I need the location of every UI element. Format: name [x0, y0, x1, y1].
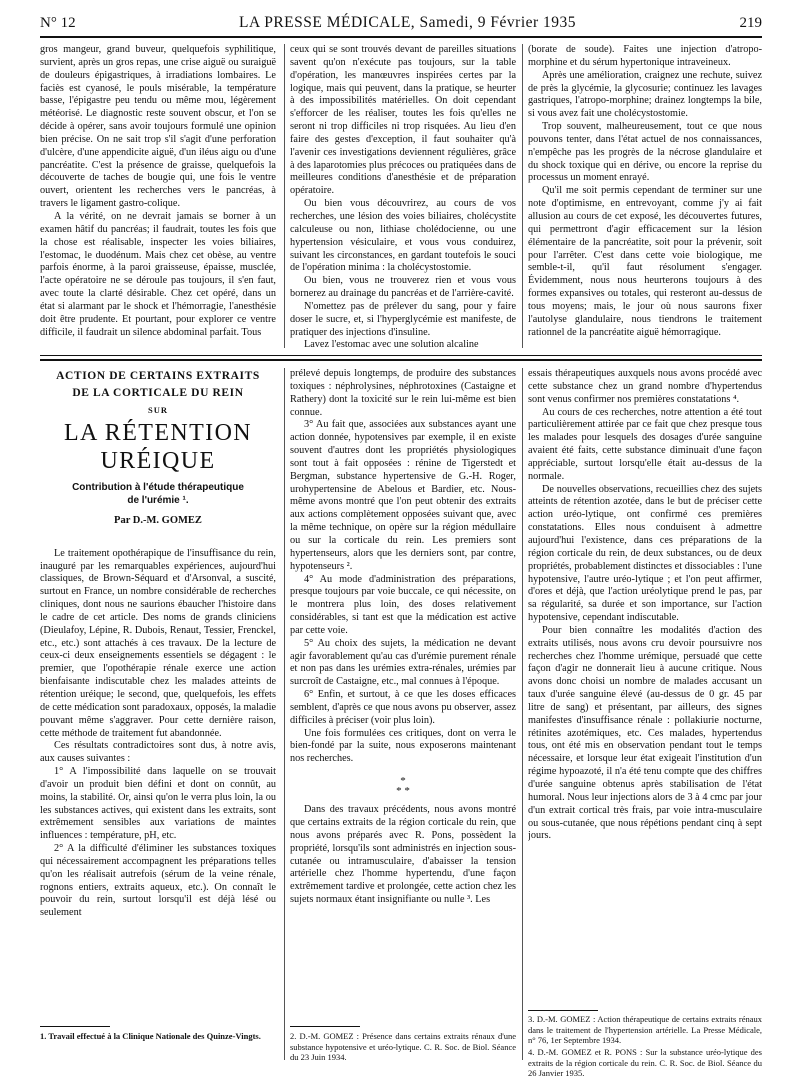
top-column-1	[40, 44, 276, 348]
column-rule	[522, 368, 523, 1060]
paragraph: A la vérité, on ne devrait jamais se borner à un examen hâtif du pancréas; il faudrait, toutes les fois que la chose est réalisable, inspecter les voies biliaires, l'estomac, le duodénum. Mais chez cet obèse, au ventre parfois énorme, à la paroi graisseuse, épaisse, musclée, l'acte opératoire ne se déroule pas toujours, il s'en faut, avec toute la clarté désirable. Chez cet opéré, dans un état si alarmant par le shock et l'hémorragie, l'anesthésie doit être prudente. Et pourtant, pour explorer ce ventre difficile, il faudrait un silence abdominal parfait. Tous	[40, 210, 276, 338]
top-column-2	[290, 44, 516, 348]
asterism-top: *	[400, 775, 406, 788]
column-rule	[522, 44, 523, 348]
article-subtitle: de l'urémie ¹.	[127, 494, 189, 506]
column-rule	[284, 44, 285, 348]
paragraph: essais thérapeutiques auxquels nous avons procédé avec cette substance chez un grand nombre d'hypertendus sont venus confirmer nos premières constatations ⁴.	[528, 368, 762, 405]
article-kicker-sur: SUR	[147, 405, 168, 415]
paragraph: 3° Au fait que, associées aux substances ayant une action donnée, hypotensives par exemple, il en existe souvent d'autres dont les propriétés physiologiques sont tout à fait opposées : rénine de Tigerstedt et Bergman, substance hypertensive de G.-H. Roger, urohypertensine de Abelous et Bardier, etc. Nous-même avons montré que l'on peut obtenir des extraits aux actions complètement opposées suivant que, avec la même technique, on opère sur la région médullaire ou sur la corticale du rein. Les premiers sont hypertenseurs, alors que les derniers sont, par contre, hypotenseurs ².	[290, 419, 516, 572]
paragraph: Dans des travaux précédents, nous avons montré que certains extraits de la région corticale du rein, que nous avons préparés avec R. Pons, possèdent la propriété, lorsqu'ils sont administrés en injection sous-cutanée ou intramusculaire, d'abaisser la tension artérielle chez l'homme hypertendu, d'une façon extrêmement tardive et prolongée, cette action chez les sujets normaux étant insignifiante ou nulle ³. Les	[290, 804, 516, 906]
paragraph: Ou bien vous découvrirez, au cours de vos recherches, une lésion des voies biliaires, cholécystite calculeuse ou non, lithiase cholédocienne, ou une hypertension vésiculaire, et vous vous conduirez, suivant les circonstances, en gardant toutefois le souci de l'opération minima : la cholécystostomie.	[290, 198, 516, 274]
paragraph: Le traitement opothérapique de l'insuffisance du rein, inauguré par les remarquables expériences, aujourd'hui classiques, de Brown-Séquard et d'Arsonval, a suscité, surtout en France, un nombre considérable de recherches cliniques, dont nous ne saurions ébaucher l'histoire dans le cadre de cet article. Des noms de grands cliniciens (Dieulafoy, Lépine, R. Dubois, Renaut, Tessier, Frenckel, etc., etc.) sont attachés à ces travaux. De la lecture de ceux-ci deux enseignements essentiels se dégagent : le premier, que l'opothérapie rénale exerce une action bienfaisante indiscutable chez les malades atteints de rétention uréique; le second, que, quelquefois, les effets de cette médication sont paradoxaux, opposés, la maladie pouvant même s'aggraver. Pour cette dernière raison, cette méthode de traitement fut abandonnée.	[40, 547, 276, 739]
paragraph: (borate de soude). Faites une injection d'atropo-morphine et du sérum hypertonique intraveineux.	[528, 44, 762, 68]
article-heading	[40, 368, 276, 528]
article-column-3	[528, 368, 762, 1006]
article-subtitle: Contribution à l'étude thérapeutique	[72, 481, 244, 493]
footnote-3: 3. D.-M. GOMEZ : Action thérapeutique de certains extraits rénaux dans le traitement de l'hypertension artérielle. La Presse Médicale, n° 76, 1er Septembre 1934.	[528, 1014, 762, 1045]
paragraph: Ou bien, vous ne trouverez rien et vous vous bornerez au drainage du pancréas et de l'arrière-cavité.	[290, 275, 516, 300]
asterism	[290, 776, 516, 796]
asterism-bottom: * *	[396, 785, 410, 798]
article-column-2	[290, 368, 516, 1018]
footnote-2: 2. D.-M. GOMEZ : Présence dans certains extraits rénaux d'une substance hypotensive et uréo-lytique. C. R. Soc. de Biol. Séance du 23 Juin 1934.	[290, 1031, 516, 1062]
paragraph: N'omettez pas de prélever du sang, pour y faire doser le sucre, et, si l'hyperglycémie est manifeste, de pratiquer des injections d'insuline.	[290, 300, 516, 338]
paragraph: 1° A l'impossibilité dans laquelle on se trouvait d'avoir un produit bien défini et dont on connût, au moins, la stabilité. Or, ainsi qu'on le verra plus loin, la ou les substances actives, qui existent dans les extraits, sont extrêmement sensibles aux variations de maintes influences : température, pH, etc.	[40, 766, 276, 842]
article-column-1	[40, 368, 276, 1018]
article-kicker: DE LA CORTICALE DU REIN	[72, 387, 244, 399]
paragraph: Après une amélioration, craignez une rechute, suivez de près la glycémie, la glycosurie; continuez les lavages gastriques, l'atropo-morphine; drainez longtemps la bile, si vous avez fait une cholécystostomie.	[528, 69, 762, 120]
column-rule	[284, 368, 285, 1060]
paragraph: Pour bien connaître les modalités d'action des extraits utilisés, nous avons cru devoir poursuivre nos recherches chez l'homme urémique, persuadé que cette façon d'agir ne donnerait lieu à aucune critique. Nous avons donc choisi un nombre de malades accusant un taux d'urée sanguine élevé (au-dessus de 0 gr. 45 par litre de sang) et présentant, par ailleurs, des signes manifestes d'insuffisance rénale : pollakiurie nocturne, rétinites azotémiques, etc. Ces malades, hypertendus tous, ont été mis en observation pendant tout le temps nécessaire, et lorsque leur état exigeait l'institution d'un régime hypoazoté, il n'a été tenu compte que des chiffres d'urée sanguine obtenus après stabilisation de l'état humoral. Nous leur injections alors de 3 à 4 cmc par jour d'un extrait cortical très frais, par voie intra-musculaire ou sous-cutanée, que nous répétions pendant cinq à sept jours.	[528, 624, 762, 842]
paragraph: ceux qui se sont trouvés devant de pareilles situations savent qu'on n'exécute pas toujours, sur la table d'opération, les manœuvres inspirées certes par la logique, mais qui peuvent, dans la pratique, se heurter à des impossibilités matérielles. On doit cependant s'efforcer de les réaliser, toutes les fois qu'elles ne seront ni trop difficiles ni trop risquées. Au lieu d'en faire des gestes d'exception, il faut souhaiter qu'à l'avenir ces investigations deviennent régulières, grâce à des laparotomies plus précoces ou pratiquées dans de meilleures conditions d'anesthésie et de préparation opératoire.	[290, 44, 516, 197]
running-header	[40, 14, 762, 38]
article-author: Par D.-M. GOMEZ	[114, 514, 202, 526]
section-divider	[40, 355, 762, 356]
section-divider	[40, 359, 762, 361]
paragraph: 6° Enfin, et surtout, à ce que les doses efficaces semblent, d'après ce que nous avons pu observer, assez difficiles à préciser (voir plus loin).	[290, 689, 516, 726]
paragraph: Qu'il me soit permis cependant de terminer sur une note d'optimisme, en entrevoyant, comme j'y ai fait allusion au cours de cet exposé, les découvertes futures, qui permettront d'agir efficacement sur la lésion élémentaire de la pancréatite, soit pour la prévenir, soit pour l'arrêter. C'est dans cette voie biologique, me semble-t-il, qu'il faut résolument s'engager. Évidemment, nous nous heurterons toujours à des formes expansives ou totales, qui resteront au-dessus de tous moyens; mais, le jour où nous saurons fixer l'autolyse glandulaire, nous tiendrons le traitement rationnel de la pancréatite aiguë hémorragique.	[528, 185, 762, 338]
paragraph: Une fois formulées ces critiques, dont on verra le bien-fondé par la suite, nous exposerons maintenant nos recherches.	[290, 727, 516, 765]
footnote-rule	[40, 1026, 110, 1027]
paragraph: prélevé depuis longtemps, de produire des substances toxiques : néphrolysines, néphrotoxines (Castaigne et Rathery) dont la toxicité sur le rein lui-même est bien connue.	[290, 368, 516, 418]
issue-number: N° 12	[40, 15, 76, 31]
page-folio: 219	[739, 15, 762, 31]
paragraph: Ces résultats contradictoires sont dus, à notre avis, aux causes suivantes :	[40, 740, 276, 765]
journal-title: LA PRESSE MÉDICALE, Samedi, 9 Février 1935	[239, 14, 577, 31]
footnote-rule	[290, 1026, 360, 1027]
paragraph: 2° A la difficulté d'éliminer les substances toxiques qui nécessairement accompagnent les préparations telles qu'on les réalisait autrefois (sérum de la veine rénale, rognons entiers, extraits aqueux, etc.). On connaît le pouvoir du rein, surtout lorsqu'il est déjà lésé ou seulement	[40, 843, 276, 919]
paragraph: Trop souvent, malheureusement, tout ce que nous pouvons tenter, dans l'état actuel de nos connaissances, n'empêche pas les progrès de la nécrose glandulaire et du shock toxique qui en dérive, ou encore la reprise du processus un moment enrayé.	[528, 121, 762, 184]
footnote-1: 1. Travail effectué à la Clinique Nationale des Quinze-Vingts.	[40, 1031, 261, 1041]
paragraph: 5° Au choix des sujets, la médication ne devant agir favorablement qu'au cas d'urémie purement rénale et non pas dans les urémies extra-rénales, urémies par surcroît de Castaigne, etc., mal connues à l'époque.	[290, 637, 516, 688]
article-title: LA RÉTENTION URÉIQUE	[63, 419, 253, 474]
footnote-4: 4. D.-M. GOMEZ et R. PONS : Sur la substance uréo-lytique des extraits de la région corticale du rein. C. R. Soc. de Biol. Séance du 26 Janvier 1935.	[528, 1047, 762, 1078]
top-column-3	[528, 44, 762, 348]
paragraph: 4° Au mode d'administration des préparations, presque toujours par voie buccale, ce qui nécessite, on le montrera plus loin, des doses relativement considérables, si tant est que la médication est active par cette voie.	[290, 573, 516, 636]
paragraph: Lavez l'estomac avec une solution alcaline	[304, 339, 479, 348]
paragraph: gros mangeur, grand buveur, quelquefois syphilitique, survient, après un gros repas, une crise aiguë ou suraiguë de douleurs épigastriques, à irradiations lombaires. Le faciès est cyanosé, le pouls misérable, la température basse, l'épigastre peu tendu ou même mou, légèrement météorisé. Le diagnostic reste souvent obscur, et l'on se décide à opérer, sans avoir toujours formulé une opinion bien précise. On ne sait trop s'il s'agit d'une perforation d'ulcère, d'une appendicite aiguë, d'un iléus aigu ou d'une pancréatite. C'est la présence de graisse, quelquefois la découverte de taches de bougie qui, une fois le ventre ouvert, orientent les recherches vers le pancréas, à travers le ligament gastro-colique.	[40, 44, 276, 210]
article-kicker: ACTION DE CERTAINS EXTRAITS	[56, 370, 260, 382]
paragraph: De nouvelles observations, recueillies chez des sujets atteints de rétention azotée, dans le but de préciser cette action uréo-lytique, ont confirmé ces premières constatations. Elles nous conduisent à admettre aujourd'hui l'existence, dans ces préparations de la région corticale du rein, de deux substances, ou de deux propriétés, probablement distinctes et dissociables : l'une hypotensive, l'autre uréo-lytique ; et l'on peut affirmer, d'ores et déjà, que l'action uréolytique prend le pas, par sa régularité, sa durée et son importance, sur l'action hypotensive, cependant indiscutable.	[528, 483, 762, 624]
footnote-rule	[528, 1010, 598, 1011]
paragraph: Au cours de ces recherches, notre attention a été tout particulièrement attirée par ce fait que chez presque tous les malades pour lesquels des dosages d'urée sanguine avaient été faits, cette substance diminuait d'une façon appréciable, surtout lorsqu'elle était au-dessus de la normale.	[528, 406, 762, 482]
